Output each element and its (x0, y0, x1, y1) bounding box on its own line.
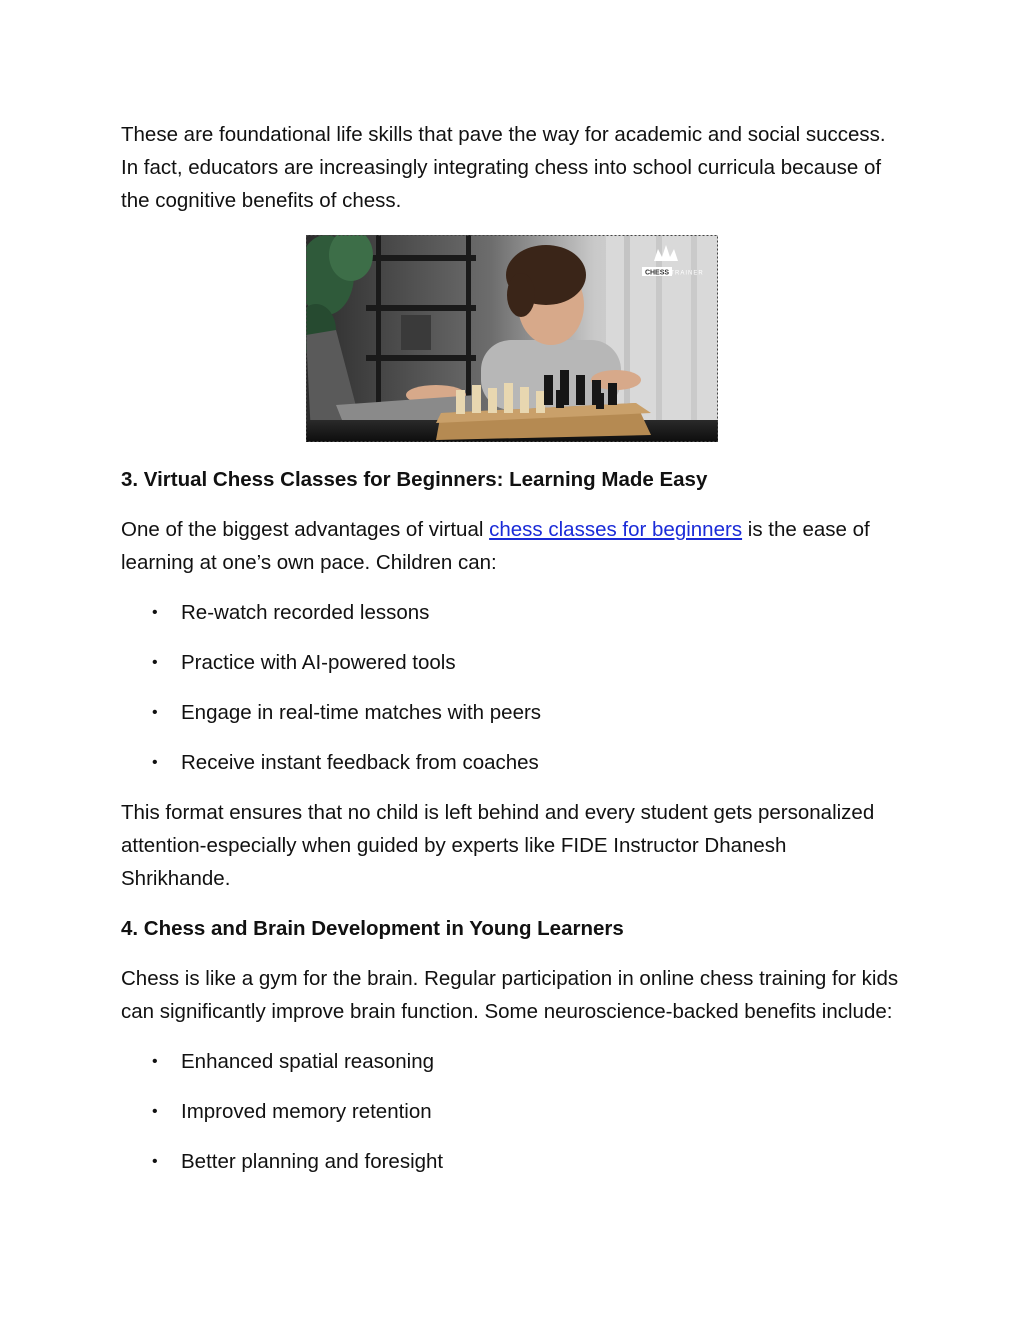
list-item: • Improved memory retention (121, 1095, 901, 1128)
child-playing-chess-illustration (306, 235, 718, 442)
document-page (121, 118, 901, 1178)
bullet-icon: • (152, 1103, 158, 1120)
bullet-icon: • (152, 754, 158, 771)
section3-heading: 3. Virtual Chess Classes for Beginners: Learning Made Easy (121, 468, 708, 491)
chess-classes-link[interactable]: chess classes for beginners (489, 518, 743, 541)
logo-text-chess: CHESS (644, 269, 670, 277)
section4-paragraph: Chess is like a gym for the brain. Regular participation in online chess training for kids can significantly improve brain function. Some neuroscience-backed benefits include: (121, 967, 899, 1023)
list-item: • Enhanced spatial reasoning (121, 1045, 901, 1078)
section3-list (121, 596, 901, 779)
section3-intro-text-after: is the ease of learning at one’s own pace. Children can: (121, 518, 870, 574)
section3-intro (121, 513, 901, 579)
section3-closing: This format ensures that no child is left behind and every student gets personalized attention-especially when guided by experts like FIDE Instructor Dhanesh Shrikhande. (121, 801, 875, 890)
bullet-icon: • (152, 704, 158, 721)
intro-paragraph: These are foundational life skills that pave the way for academic and social success. In fact, educators are increasingly integrating chess into school curricula because of the cognitive benefits of chess. (121, 123, 886, 212)
list-item: • Engage in real-time matches with peers (121, 696, 901, 729)
bullet-icon: • (152, 1053, 158, 1070)
list-item: • Practice with AI-powered tools (121, 646, 901, 679)
chess-photo (306, 235, 718, 442)
list-item: • Better planning and foresight (121, 1145, 901, 1178)
list-item: • Receive instant feedback from coaches (121, 746, 901, 779)
bullet-icon: • (152, 604, 158, 621)
section4-list (121, 1045, 901, 1178)
list-item: • Re-watch recorded lessons (121, 596, 901, 629)
bullet-icon: • (152, 1153, 158, 1170)
bullet-icon: • (152, 654, 158, 671)
logo-text-trainer: TRAINER (670, 270, 704, 277)
section4-heading: 4. Chess and Brain Development in Young Learners (121, 917, 624, 940)
section3-intro-text: One of the biggest advantages of virtual (121, 518, 490, 541)
